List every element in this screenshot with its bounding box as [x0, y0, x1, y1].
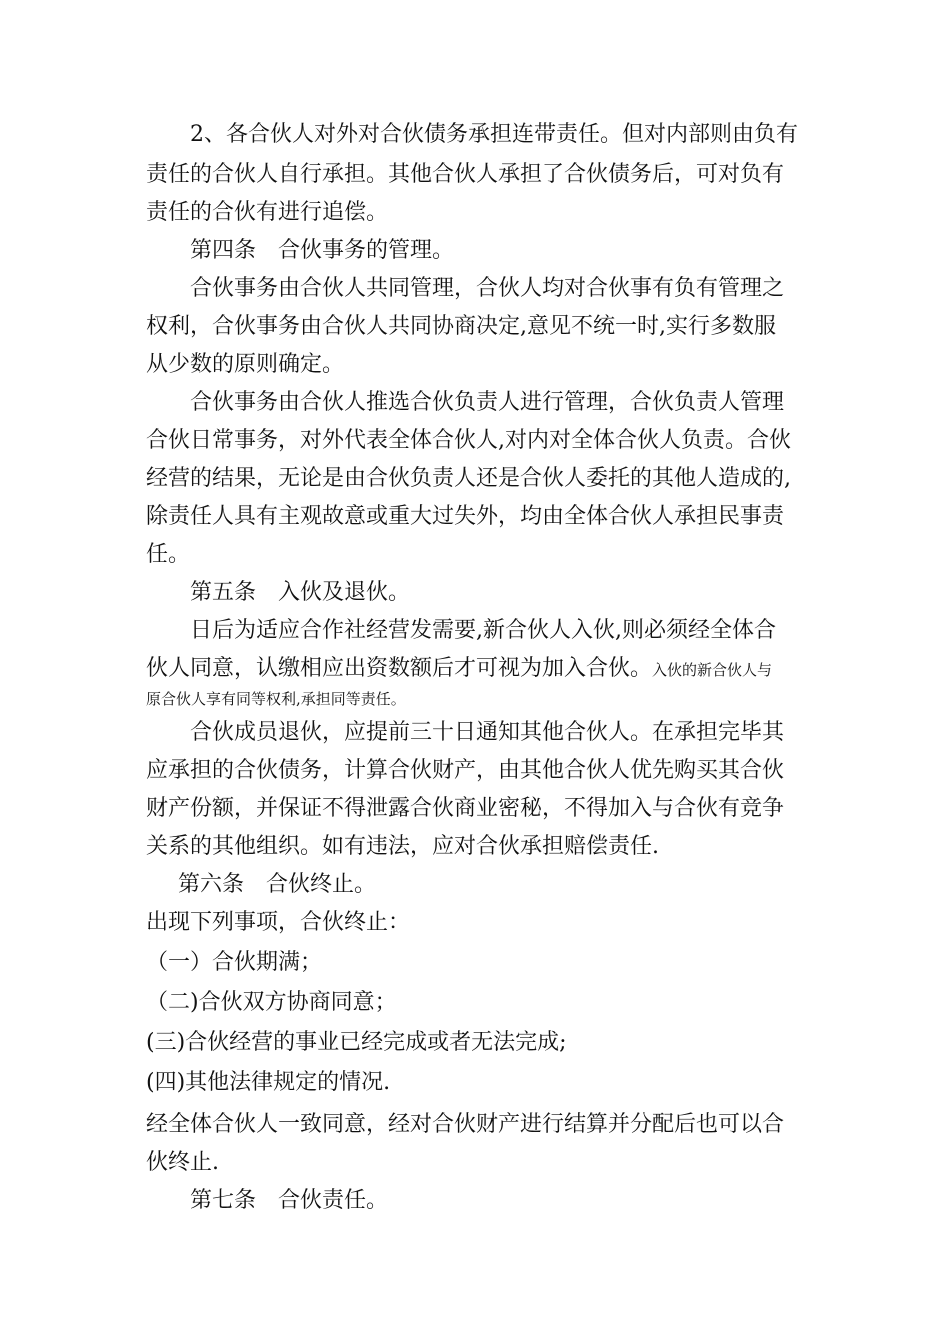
paragraph-line: 伙终止. — [146, 1150, 219, 1175]
paragraph-line: 合伙事务由合伙人共同管理，合伙人均对合伙事有负有管理之 — [190, 276, 785, 301]
paragraph-small-text: 入伙的新合伙人与 — [652, 661, 773, 679]
paragraph-line: 权利，合伙事务由合伙人共同协商决定,意见不统一时,实行多数服 — [146, 314, 776, 339]
paragraph-line: 合伙成员退伙，应提前三十日通知其他合伙人。在承担完毕其 — [190, 720, 785, 745]
paragraph-line: 除责任人具有主观故意或重大过失外，均由全体合伙人承担民事责 — [146, 504, 785, 529]
paragraph-line: 应承担的合伙债务，计算合伙财产，由其他合伙人优先购买其合伙 — [146, 758, 785, 783]
paragraph-line: 责任的合伙人自行承担。其他合伙人承担了合伙债务后，可对负有 — [146, 162, 785, 187]
paragraph-line: 2、各合伙人对外对合伙债务承担连带责任。但对内部则由负有 — [190, 122, 798, 147]
paragraph-line: 经营的结果，无论是由合伙负责人还是合伙人委托的其他人造成的, — [146, 466, 791, 491]
paragraph-small-line: 原合伙人享有同等权利,承担同等责任。 — [146, 690, 406, 708]
paragraph-line: 从少数的原则确定。 — [146, 352, 345, 377]
list-item: （一）合伙期满； — [146, 950, 323, 975]
paragraph-line: 日后为适应合作社经营发需要,新合伙人入伙,则必须经全体合 — [190, 618, 776, 643]
list-item: (四)其他法律规定的情况. — [146, 1070, 391, 1095]
list-item: （二)合伙双方协商同意； — [146, 990, 397, 1015]
paragraph-line: 经全体合伙人一致同意，经对合伙财产进行结算并分配后也可以合 — [146, 1112, 785, 1137]
paragraph-text: 伙人同意，认缴相应出资数额后才可视为加入合伙。 — [146, 656, 653, 681]
paragraph-line: 合伙日常事务，对外代表全体合伙人,对内对全体合伙人负责。合伙 — [146, 428, 791, 453]
article-4-heading: 第四条 合伙事务的管理。 — [190, 238, 455, 263]
paragraph-line: 任。 — [146, 542, 191, 567]
paragraph-line: 财产份额，并保证不得泄露合伙商业密秘，不得加入与合伙有竞争 — [146, 796, 785, 821]
list-item: (三)合伙经营的事业已经完成或者无法完成; — [146, 1030, 567, 1055]
paragraph-line: 关系的其他组织。如有违法，应对合伙承担赔偿责任. — [146, 834, 659, 859]
paragraph-line: 合伙事务由合伙人推选合伙负责人进行管理，合伙负责人管理 — [190, 390, 785, 415]
paragraph-line: 责任的合伙有进行追偿。 — [146, 200, 389, 225]
paragraph-line — [146, 654, 772, 685]
article-5-heading: 第五条 入伙及退伙。 — [190, 580, 411, 605]
article-6-heading: 第六条 合伙终止。 — [178, 872, 377, 897]
article-6-intro: 出现下列事项，合伙终止： — [146, 910, 411, 935]
article-7-heading: 第七条 合伙责任。 — [190, 1188, 389, 1213]
